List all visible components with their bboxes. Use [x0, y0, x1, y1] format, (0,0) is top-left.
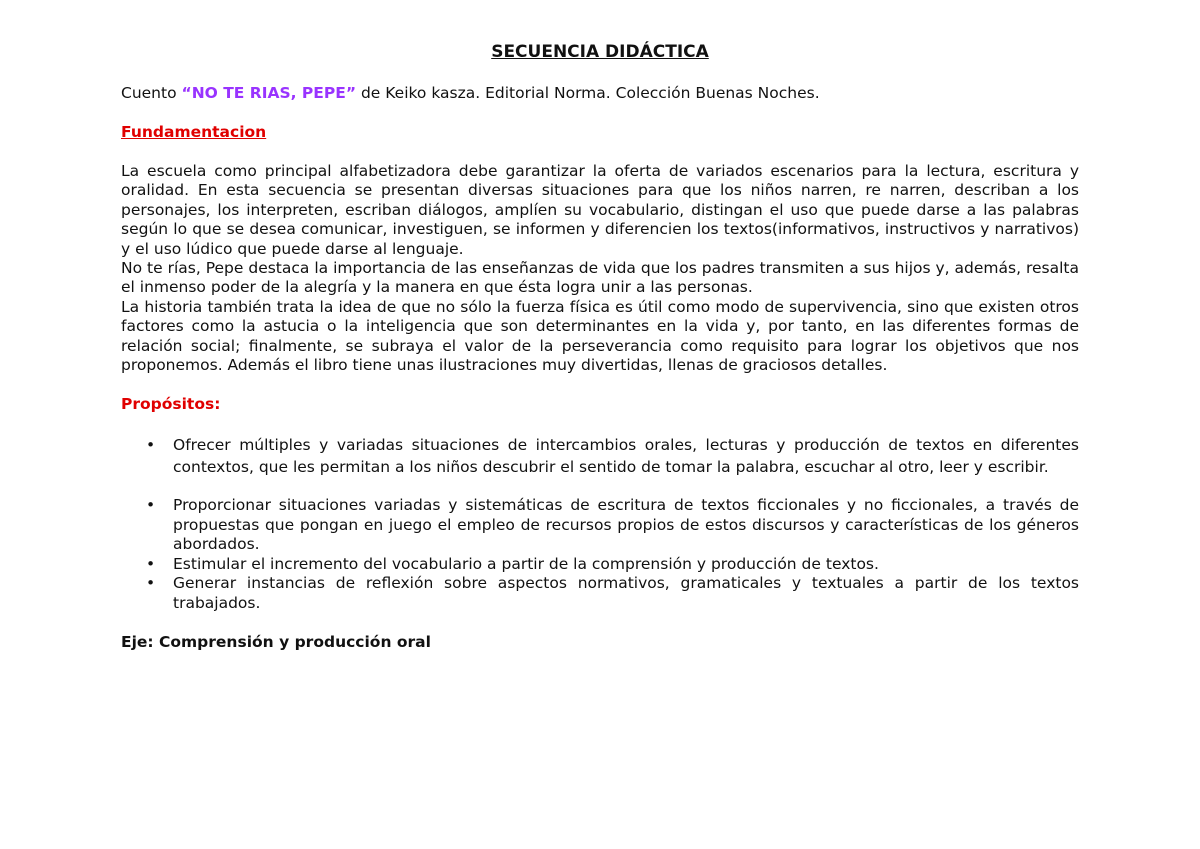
fundamentacion-heading: Fundamentacion — [121, 123, 267, 141]
fundamentacion-paragraph: La escuela como principal alfabetizadora debe garantizar la oferta de variados escenarios para la lectura, escritura y oralidad. En esta secuencia se presentan diversas situaciones para que los niños narren, re narren, describan a los personajes, los interpreten, escriban diálogos, amplíen su vocabulario, distingan el uso que puede darse a las palabras según lo que se desea comunicar, investiguen, se informen y diferencien los textos(informativos, instructivos y narrativos) y el uso lúdico que puede darse al lenguaje. — [121, 162, 1079, 258]
book-title: NO TE RIAS, PEPE — [191, 84, 346, 102]
intro-quote-open: “ — [181, 84, 192, 102]
intro-quote-close: ” — [345, 84, 357, 102]
list-item-text: Ofrecer múltiples y variadas situaciones de intercambios orales, lecturas y producción de textos en diferentes contextos, que les permitan a los niños descubrir el sentido de tomar la palabra, escuchar al otro, leer y escribir. — [173, 436, 1079, 477]
bullet-icon: • — [146, 496, 156, 515]
bullet-icon: • — [146, 436, 156, 455]
list-item-text: Proporcionar situaciones variadas y sistemáticas de escritura de textos ficcionales y no ficcionales, a través de propuestas que pongan en juego el empleo de recursos propios de estos discursos y características de los géneros abordados. — [173, 496, 1079, 554]
list-item — [146, 574, 1079, 613]
list-item-text: Estimular el incremento del vocabulario a partir de la comprensión y producción de textos. — [173, 554, 879, 573]
bullet-icon: • — [146, 574, 156, 593]
list-item — [146, 554, 1079, 574]
bullet-icon: • — [146, 554, 156, 573]
intro-prefix: Cuento — [121, 84, 182, 102]
fundamentacion-paragraph: La historia también trata la idea de que no sólo la fuerza física es útil como modo de supervivencia, sino que existen otros factores como la astucia o la inteligencia que son determinantes en la vida y, por tanto, en las diferentes formas de relación social; finalmente, se subraya el valor de la perseverancia como requisito para lograr los objetivos que nos proponemos. Además el libro tiene unas ilustraciones muy divertidas, llenas de graciosos detalles. — [121, 297, 1079, 375]
propositos-heading: Propósitos: — [121, 395, 221, 414]
list-item — [146, 496, 1079, 554]
eje-heading: Eje: Comprensión y producción oral — [121, 632, 431, 651]
list-item — [146, 434, 1079, 478]
document-title: SECUENCIA DIDÁCTICA — [491, 42, 709, 62]
fundamentacion-paragraph: No te rías, Pepe destaca la importancia de las enseñanzas de vida que los padres transmiten a sus hijos y, además, resalta el inmenso poder de la alegría y la manera en que ésta logra unir a las personas. — [121, 259, 1079, 297]
intro-line — [121, 84, 1079, 103]
list-item-text: Generar instancias de reflexión sobre aspectos normativos, gramaticales y textuales a partir de los textos trabajados. — [173, 574, 1079, 612]
intro-suffix: de Keiko kasza. Editorial Norma. Colección Buenas Noches. — [356, 84, 820, 102]
propositos-list — [121, 434, 1079, 612]
